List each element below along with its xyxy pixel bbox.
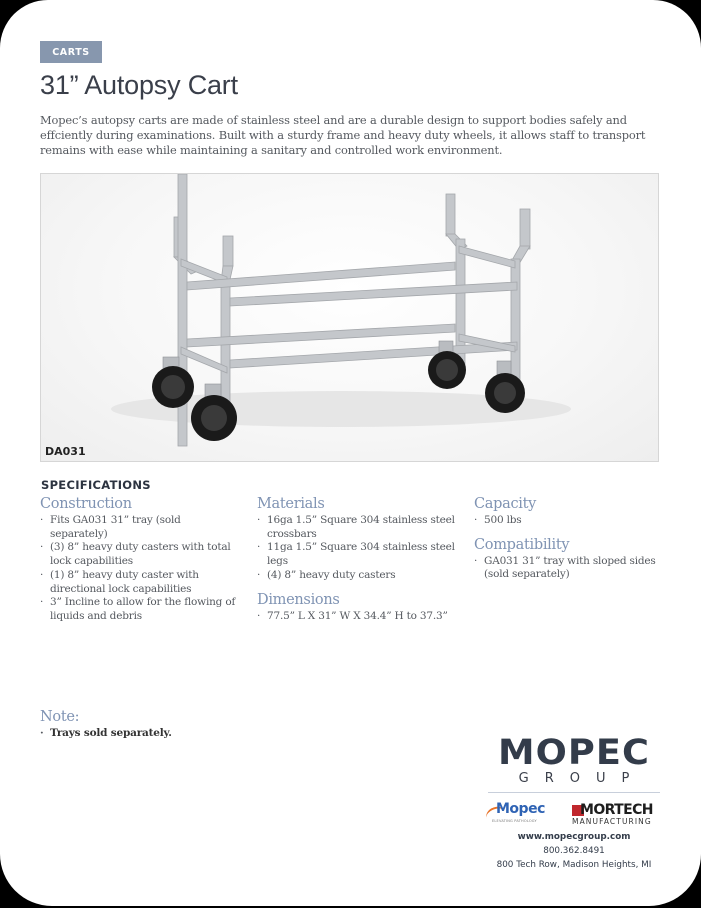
specifications-heading: SPECIFICATIONS <box>41 478 151 492</box>
materials-heading: Materials <box>257 496 325 512</box>
spec-column-capacity <box>474 495 674 590</box>
autopsy-cart-illustration <box>41 174 659 462</box>
list-item: · 3” Incline to allow for the flowing of liquids and debris <box>40 596 240 623</box>
construction-heading: Construction <box>40 496 132 512</box>
address: 800 Tech Row, Madison Heights, MI <box>496 860 652 870</box>
mopec-logo: Mopec ELEVATING PATHOLOGY <box>486 803 552 825</box>
compatibility-heading: Compatibility <box>474 536 570 553</box>
note-heading: Note: <box>40 709 80 725</box>
list-item: · (4) 8” heavy duty casters <box>257 569 457 583</box>
group-logo-text: GROUP <box>518 771 646 786</box>
brand-block <box>484 735 664 872</box>
list-item: · 500 lbs <box>474 514 674 528</box>
divider <box>488 792 660 793</box>
category-tag: CARTS <box>40 41 102 63</box>
list-item: · 11ga 1.5” Square 304 stainless steel legs <box>257 541 457 568</box>
note-list <box>40 727 260 741</box>
dimensions-list <box>257 610 457 624</box>
construction-list <box>40 514 240 624</box>
product-image <box>40 173 659 462</box>
sub-brand-logos <box>484 802 664 826</box>
capacity-heading: Capacity <box>474 496 537 512</box>
list-item: · 77.5” L X 31” W X 34.4” H to 37.3” <box>257 610 457 624</box>
phone-number: 800.362.8491 <box>543 846 605 856</box>
compatibility-list <box>474 555 674 582</box>
note-section <box>40 708 260 749</box>
spec-column-materials <box>257 495 457 631</box>
dimensions-heading: Dimensions <box>257 591 340 608</box>
website-link[interactable]: www.mopecgroup.com <box>517 832 631 842</box>
list-item: · (3) 8” heavy duty casters with total lock capabilities <box>40 541 240 568</box>
product-code-label: DA031 <box>45 445 86 458</box>
mopec-group-logo: MOPEC <box>497 733 651 773</box>
mortech-logo: MORTECH MANUFACTURING <box>572 802 653 826</box>
list-item: · Trays sold separately. <box>40 727 260 741</box>
product-description: Mopec’s autopsy carts are made of stainless steel and are a durable design to support bodies safely and effciently during examinations. Built with a sturdy frame and heavy duty wheels, it allows staff to transport remains with ease while maintaining a sanitary and controlled work environment. <box>40 113 646 157</box>
capacity-list <box>474 514 674 528</box>
list-item: · Fits GA031 31” tray (sold separately) <box>40 514 240 541</box>
materials-list <box>257 514 457 583</box>
spec-column-construction <box>40 495 240 632</box>
page-title: 31” Autopsy Cart <box>40 70 238 100</box>
list-item: · (1) 8” heavy duty caster with directional lock capabilities <box>40 569 240 596</box>
list-item: · GA031 31” tray with sloped sides (sold separately) <box>474 555 674 582</box>
contact-info <box>484 830 664 872</box>
list-item: · 16ga 1.5” Square 304 stainless steel crossbars <box>257 514 457 541</box>
